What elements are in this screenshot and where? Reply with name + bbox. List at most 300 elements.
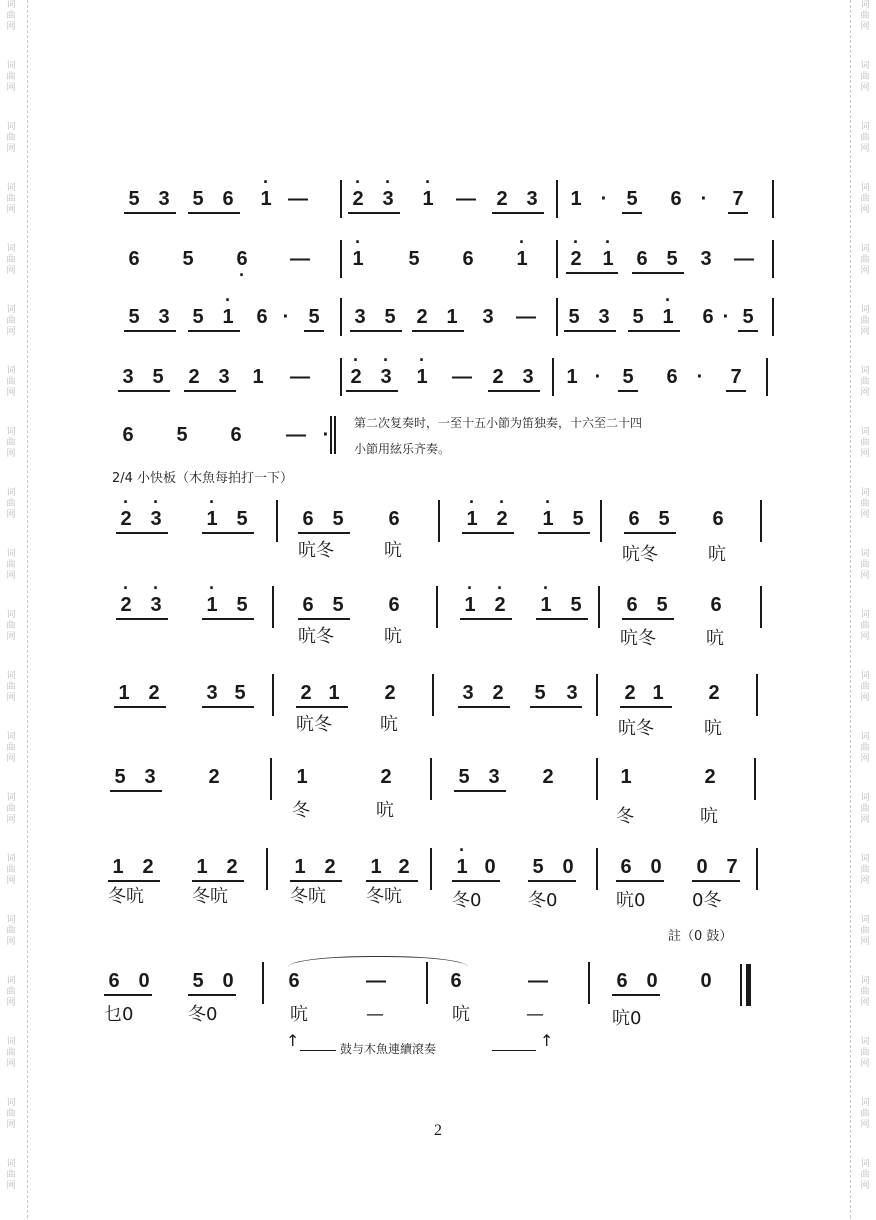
jianpu-note: · <box>696 366 704 388</box>
percussion-syllable: 吭 <box>290 1004 308 1025</box>
percussion-syllable: 冬0 <box>188 1004 218 1025</box>
jianpu-note: 1 <box>652 682 664 704</box>
percussion-syllable: 吭冬 <box>622 544 658 565</box>
arrow-connector <box>300 1050 336 1051</box>
beam-underline <box>366 880 418 882</box>
jianpu-note: · 1 <box>420 188 436 210</box>
barline <box>266 848 268 890</box>
jianpu-note: 2 <box>142 856 154 878</box>
jianpu-note: 0 <box>650 856 662 878</box>
barline <box>340 298 342 336</box>
jianpu-note: 3 <box>462 682 474 704</box>
jianpu-note: 5 <box>236 594 248 616</box>
watermark-mark: 词 曲 网 <box>6 1098 16 1130</box>
jianpu-note: 5 <box>632 306 644 328</box>
jianpu-note: — <box>452 366 472 388</box>
beam-underline <box>304 330 324 332</box>
barline <box>432 674 434 716</box>
beam-underline <box>184 390 236 392</box>
jianpu-note: — <box>288 188 308 210</box>
jianpu-note: 6 <box>108 970 120 992</box>
beam-underline <box>192 880 244 882</box>
percussion-syllable: 吭 <box>708 544 726 565</box>
watermark-mark: 词 曲 网 <box>6 671 16 703</box>
percussion-syllable: 吭冬 <box>618 718 654 739</box>
jianpu-note: 3 <box>598 306 610 328</box>
beam-underline <box>188 994 236 996</box>
beam-underline <box>738 330 758 332</box>
jianpu-note: 1 <box>294 856 306 878</box>
barline <box>330 416 332 454</box>
watermark-mark: 词 曲 网 <box>6 793 16 825</box>
barline <box>772 240 774 278</box>
jianpu-note: · <box>722 306 730 328</box>
jianpu-note: 5 <box>534 682 546 704</box>
jianpu-note: 0 <box>562 856 574 878</box>
beam-underline <box>296 706 348 708</box>
jianpu-note: · <box>282 306 290 328</box>
jianpu-note: 5 <box>192 970 204 992</box>
jianpu-note: 5 <box>458 766 470 788</box>
jianpu-note: 6 <box>616 970 628 992</box>
jianpu-note: 2 <box>708 682 720 704</box>
watermark-mark: 词 曲 网 <box>860 122 870 154</box>
beam-underline <box>624 532 676 534</box>
jianpu-note: 2 <box>492 682 504 704</box>
jianpu-note: 5 <box>622 366 634 388</box>
jianpu-note: 5 <box>666 248 678 270</box>
jianpu-note: 5 <box>128 188 140 210</box>
watermark-mark: 词 曲 网 <box>6 122 16 154</box>
jianpu-note: · 3 <box>380 188 396 210</box>
percussion-syllable: 吭冬 <box>620 628 656 649</box>
barline <box>588 962 590 1004</box>
watermark-mark: 词 曲 网 <box>6 61 16 93</box>
jianpu-note: 1 <box>296 766 308 788</box>
jianpu-note: 7 <box>732 188 744 210</box>
barline <box>766 358 768 396</box>
jianpu-note: — <box>290 366 310 388</box>
jianpu-note: · 1 <box>462 594 478 616</box>
barline <box>272 674 274 716</box>
beam-underline <box>454 790 506 792</box>
jianpu-note: 6 <box>230 424 242 446</box>
jianpu-note: 6 <box>128 248 140 270</box>
watermark-mark: 词 曲 网 <box>6 427 16 459</box>
jianpu-note: — <box>734 248 754 270</box>
watermark-mark: 词 曲 网 <box>860 1159 870 1191</box>
barline <box>596 758 598 800</box>
arrow-up-icon: ↑ <box>286 1031 300 1050</box>
beam-underline <box>412 330 464 332</box>
beam-underline <box>530 706 582 708</box>
jianpu-note: 6 <box>670 188 682 210</box>
beam-underline <box>350 330 402 332</box>
jianpu-note: 5 <box>658 508 670 530</box>
tempo-marking: 2/4 小快板（木魚每拍打一下） <box>112 471 294 486</box>
watermark-mark: 词 曲 网 <box>6 854 16 886</box>
percussion-syllable: 冬吭 <box>366 886 402 907</box>
jianpu-note: 1 <box>328 682 340 704</box>
barline <box>756 848 758 890</box>
percussion-syllable: 吭 <box>452 1004 470 1025</box>
jianpu-note: 1 <box>446 306 458 328</box>
jianpu-note: 1 <box>118 682 130 704</box>
jianpu-note: · 1 <box>600 248 616 270</box>
jianpu-note: 5 <box>192 306 204 328</box>
barline <box>334 416 336 454</box>
jianpu-note: 2 <box>704 766 716 788</box>
tie-arc <box>288 956 468 967</box>
jianpu-note: 6 <box>302 594 314 616</box>
jianpu-note: 0 <box>700 970 712 992</box>
barline <box>772 298 774 336</box>
beam-underline <box>116 618 168 620</box>
barline <box>426 962 428 1004</box>
jianpu-note: 2 <box>542 766 554 788</box>
jianpu-note: 3 <box>218 366 230 388</box>
beam-underline <box>692 880 740 882</box>
watermark-mark: 词 曲 网 <box>860 671 870 703</box>
jianpu-note: 5 <box>114 766 126 788</box>
jianpu-note: 2 <box>398 856 410 878</box>
watermark-mark: 词 曲 网 <box>6 976 16 1008</box>
watermark-mark: 词 曲 网 <box>860 61 870 93</box>
jianpu-note: 5 <box>742 306 754 328</box>
watermark-mark: 词 曲 网 <box>860 305 870 337</box>
barline <box>556 240 558 278</box>
jianpu-note: 5 <box>408 248 420 270</box>
barline <box>556 180 558 218</box>
percussion-syllable: 吭 <box>376 800 394 821</box>
barline <box>276 500 278 542</box>
jianpu-note: 0 <box>484 856 496 878</box>
jianpu-note: 6 <box>710 594 722 616</box>
arrow-up-icon: ↑ <box>540 1031 554 1050</box>
watermark-mark: 词 曲 网 <box>860 244 870 276</box>
beam-underline <box>118 390 170 392</box>
jianpu-note: 1 <box>252 366 264 388</box>
barline <box>430 848 432 890</box>
beam-underline <box>116 532 168 534</box>
beam-underline <box>290 880 342 882</box>
jianpu-note: 7 <box>726 856 738 878</box>
beam-underline <box>202 618 254 620</box>
barline <box>760 500 762 542</box>
jianpu-note: 5 <box>332 508 344 530</box>
jianpu-note: 5 <box>384 306 396 328</box>
percussion-syllable: 吭 <box>380 714 398 735</box>
beam-underline <box>188 212 240 214</box>
watermark-mark: 词 曲 网 <box>6 610 16 642</box>
jianpu-note: 6 · <box>234 248 250 270</box>
beam-underline <box>488 390 540 392</box>
jianpu-note: · 1 <box>350 248 366 270</box>
watermark-mark: 词 曲 网 <box>6 305 16 337</box>
percussion-syllable: 冬 <box>616 806 634 827</box>
jianpu-note: 5 <box>568 306 580 328</box>
jianpu-note: 5 <box>128 306 140 328</box>
watermark-mark: 词 曲 网 <box>860 732 870 764</box>
jianpu-note: · <box>322 424 330 446</box>
jianpu-note: · 1 <box>514 248 530 270</box>
jianpu-note: 2 <box>188 366 200 388</box>
watermark-mark: 词 曲 网 <box>6 488 16 520</box>
footnote-zero-drum: 註（0 鼓） <box>668 929 733 944</box>
jianpu-note: 5 <box>182 248 194 270</box>
beam-underline <box>622 618 674 620</box>
jianpu-note: 2 <box>148 682 160 704</box>
beam-underline <box>346 390 398 392</box>
watermark-mark: 词 曲 网 <box>860 0 870 32</box>
watermark-mark: 词 曲 网 <box>6 915 16 947</box>
jianpu-note: 1 <box>570 188 582 210</box>
jianpu-note: 2 <box>208 766 220 788</box>
jianpu-note: 1 <box>620 766 632 788</box>
jianpu-note: 3 <box>522 366 534 388</box>
jianpu-note: 2 <box>416 306 428 328</box>
barline <box>436 586 438 628</box>
beam-underline <box>460 618 512 620</box>
watermark-mark: 词 曲 网 <box>6 1159 16 1191</box>
jianpu-note: 2 <box>300 682 312 704</box>
beam-underline <box>348 212 400 214</box>
percussion-syllable: 冬吭 <box>108 886 144 907</box>
jianpu-note: · 1 <box>204 508 220 530</box>
barline <box>600 500 602 542</box>
jianpu-note: 2 <box>324 856 336 878</box>
percussion-syllable: 冬 <box>292 800 310 821</box>
jianpu-note: 3 <box>206 682 218 704</box>
percussion-syllable: — <box>366 1004 384 1025</box>
jianpu-note: 2 <box>624 682 636 704</box>
jianpu-note: 1 <box>112 856 124 878</box>
beam-underline <box>528 880 576 882</box>
barline <box>340 180 342 218</box>
jianpu-note: 6 <box>712 508 724 530</box>
beam-underline <box>458 706 510 708</box>
watermark-mark: 词 曲 网 <box>860 610 870 642</box>
jianpu-note: 0 <box>696 856 708 878</box>
jianpu-note: 5 <box>308 306 320 328</box>
barline <box>596 848 598 890</box>
watermark-mark: 词 曲 网 <box>6 549 16 581</box>
beam-underline <box>462 532 514 534</box>
repeat-instruction-line1: 第二次复奏时，一至十五小節为笛独奏，十六至二十四 <box>354 416 643 430</box>
barline <box>430 758 432 800</box>
jianpu-note: 6 <box>388 508 400 530</box>
watermark-mark: 词 曲 网 <box>860 183 870 215</box>
jianpu-note: 6 <box>666 366 678 388</box>
barline <box>340 358 342 396</box>
jianpu-note: · 3 <box>378 366 394 388</box>
barline <box>272 586 274 628</box>
jianpu-note: · 1 <box>414 366 430 388</box>
beam-underline <box>632 272 684 274</box>
percussion-syllable: 吭冬 <box>298 540 334 561</box>
jianpu-note: 2 <box>226 856 238 878</box>
jianpu-note: 5 <box>234 682 246 704</box>
beam-underline <box>108 880 160 882</box>
watermark-mark: 词 曲 网 <box>860 976 870 1008</box>
jianpu-note: 3 <box>144 766 156 788</box>
percussion-syllable: 吭 <box>384 540 402 561</box>
jianpu-note: 3 <box>354 306 366 328</box>
beam-underline <box>726 390 746 392</box>
percussion-syllable: 乜0 <box>104 1004 134 1025</box>
beam-underline <box>564 330 616 332</box>
beam-underline <box>298 532 350 534</box>
jianpu-note: · 2 <box>118 594 134 616</box>
jianpu-note: 0 <box>222 970 234 992</box>
jianpu-note: 3 <box>158 306 170 328</box>
page-number: 2 <box>434 1122 442 1139</box>
jianpu-note: 3 <box>700 248 712 270</box>
percussion-syllable: — <box>526 1004 544 1025</box>
watermark-mark: 词 曲 网 <box>860 1098 870 1130</box>
watermark-mark: 词 曲 网 <box>6 366 16 398</box>
percussion-syllable: 吭 <box>704 718 722 739</box>
jianpu-note: · 3 <box>148 594 164 616</box>
watermark-mark: 词 曲 网 <box>860 1037 870 1069</box>
percussion-syllable: 吭0 <box>612 1008 642 1029</box>
percussion-syllable: 吭0 <box>616 890 646 911</box>
jianpu-note: 6 <box>620 856 632 878</box>
jianpu-note: 6 <box>222 188 234 210</box>
beam-underline <box>612 994 660 996</box>
jianpu-note: · <box>594 366 602 388</box>
barline <box>556 298 558 336</box>
jianpu-note: 2 <box>380 766 392 788</box>
jianpu-note: · 2 <box>348 366 364 388</box>
jianpu-note: 5 <box>656 594 668 616</box>
watermark-mark: 词 曲 网 <box>860 549 870 581</box>
jianpu-note: — <box>516 306 536 328</box>
beam-underline <box>202 706 254 708</box>
jianpu-note: · 2 <box>568 248 584 270</box>
jianpu-note: 5 <box>626 188 638 210</box>
beam-underline <box>628 330 680 332</box>
watermark-mark: 词 曲 网 <box>860 915 870 947</box>
beam-underline <box>104 994 152 996</box>
percussion-syllable: 吭冬 <box>296 714 332 735</box>
percussion-syllable: 吭冬 <box>298 626 334 647</box>
watermark-mark: 词 曲 网 <box>860 366 870 398</box>
jianpu-note: — <box>290 248 310 270</box>
barline <box>756 674 758 716</box>
jianpu-note: 6 <box>302 508 314 530</box>
barline <box>596 674 598 716</box>
beam-underline <box>452 880 500 882</box>
beam-underline <box>114 706 166 708</box>
barline <box>262 962 264 1004</box>
percussion-syllable: 吭 <box>384 626 402 647</box>
jianpu-note: 5 <box>152 366 164 388</box>
beam-underline <box>110 790 162 792</box>
jianpu-note: 3 <box>526 188 538 210</box>
jianpu-note: 5 <box>332 594 344 616</box>
final-barline-thin <box>740 964 742 1006</box>
beam-underline <box>566 272 618 274</box>
jianpu-note: · 1 <box>660 306 676 328</box>
ending-performance-note: 鼓与木魚連續滾奏 <box>340 1042 437 1056</box>
beam-underline <box>622 212 642 214</box>
jianpu-note: 5 <box>570 594 582 616</box>
beam-underline <box>124 212 176 214</box>
jianpu-note: 6 <box>288 970 300 992</box>
jianpu-note: 0 <box>138 970 150 992</box>
jianpu-note: 1 <box>196 856 208 878</box>
jianpu-note: 5 <box>176 424 188 446</box>
jianpu-note: — <box>456 188 476 210</box>
jianpu-note: 5 <box>532 856 544 878</box>
jianpu-note: · 2 <box>350 188 366 210</box>
barline <box>760 586 762 628</box>
beam-underline <box>616 880 664 882</box>
percussion-syllable: 冬吭 <box>290 886 326 907</box>
barline <box>552 358 554 396</box>
watermark-mark: 词 曲 网 <box>860 793 870 825</box>
jianpu-note: 6 <box>256 306 268 328</box>
jianpu-note: 6 <box>450 970 462 992</box>
jianpu-note: 2 <box>496 188 508 210</box>
watermark-mark: 词 曲 网 <box>860 427 870 459</box>
watermark-mark: 词 曲 网 <box>860 854 870 886</box>
final-barline-thick <box>746 964 751 1006</box>
beam-underline <box>124 330 176 332</box>
percussion-syllable: 冬0 <box>452 890 482 911</box>
arrow-connector <box>492 1050 536 1051</box>
beam-underline <box>202 532 254 534</box>
beam-underline <box>618 390 638 392</box>
jianpu-note: · 1 <box>258 188 274 210</box>
percussion-syllable: 0冬 <box>692 890 722 911</box>
jianpu-note: 6 <box>628 508 640 530</box>
jianpu-note: · <box>700 188 708 210</box>
jianpu-note: · 1 <box>464 508 480 530</box>
percussion-syllable: 吭 <box>700 806 718 827</box>
jianpu-note: — <box>366 970 386 992</box>
beam-underline <box>620 706 672 708</box>
jianpu-note: · 2 <box>118 508 134 530</box>
jianpu-note: · 1 <box>220 306 236 328</box>
jianpu-note: 3 <box>482 306 494 328</box>
barline <box>754 758 756 800</box>
jianpu-note: · 1 <box>454 856 470 878</box>
jianpu-note: 2 <box>384 682 396 704</box>
watermark-mark: 词 曲 网 <box>6 1037 16 1069</box>
repeat-instruction-line2: 小節用絃乐齐奏。 <box>354 442 451 456</box>
beam-underline <box>492 212 544 214</box>
jianpu-note: 6 <box>636 248 648 270</box>
jianpu-note: 3 <box>158 188 170 210</box>
beam-underline <box>538 532 590 534</box>
jianpu-note: 6 <box>626 594 638 616</box>
jianpu-note: 0 <box>646 970 658 992</box>
barline <box>438 500 440 542</box>
watermark-mark: 词 曲 网 <box>6 183 16 215</box>
watermark-mark: 词 曲 网 <box>6 0 16 32</box>
jianpu-note: · 1 <box>540 508 556 530</box>
jianpu-note: 1 <box>566 366 578 388</box>
watermark-mark: 词 曲 网 <box>6 244 16 276</box>
barline <box>270 758 272 800</box>
percussion-syllable: 吭 <box>706 628 724 649</box>
watermark-mark: 词 曲 网 <box>860 488 870 520</box>
jianpu-note: 3 <box>566 682 578 704</box>
jianpu-note: 5 <box>192 188 204 210</box>
barline <box>772 180 774 218</box>
